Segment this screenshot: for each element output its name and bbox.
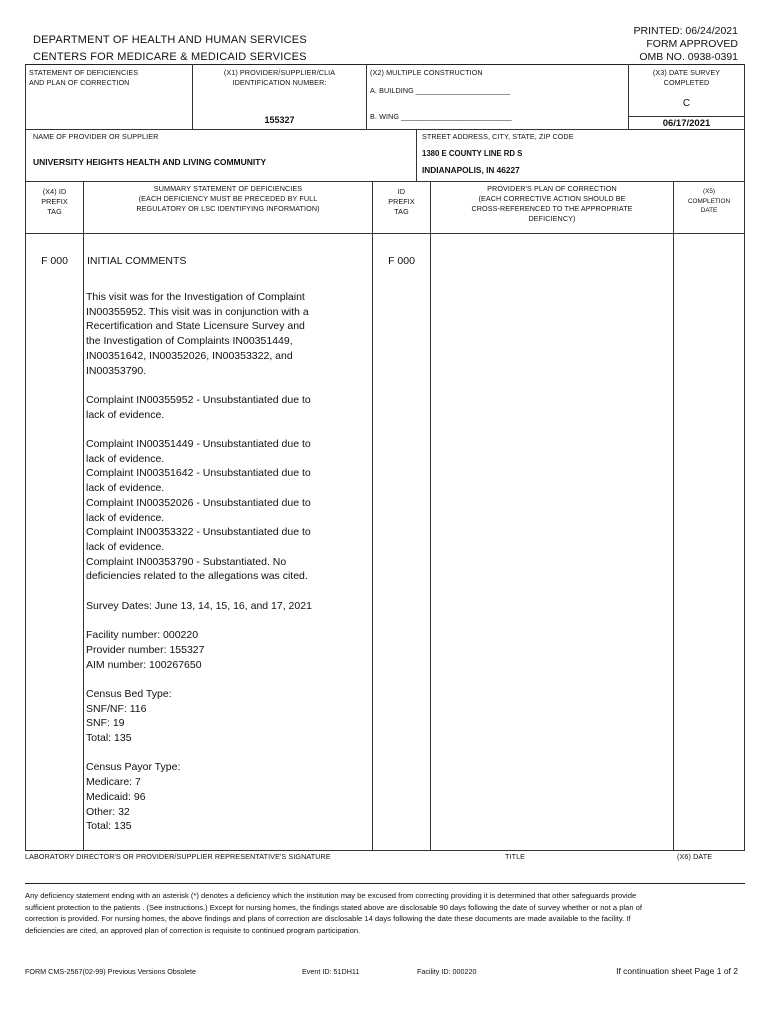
summary-header: SUMMARY STATEMENT OF DEFICIENCIES (EACH DEFICIENCY MUST BE PRECEDED BY FULL REGULATORY OR LSC IDENTIFYING INFORMATION)	[136, 184, 320, 213]
entry-right-tag: F 000	[388, 255, 415, 267]
x5-header: (X5) COMPLETION DATE	[687, 188, 731, 214]
rule-row1	[25, 129, 745, 130]
title-label: TITLE	[505, 852, 526, 861]
street-address: 1380 E COUNTY LINE RD S	[422, 149, 523, 158]
omb-number: OMB NO. 0938-0391	[639, 51, 738, 63]
border-left	[25, 64, 26, 850]
centers-title: CENTERS FOR MEDICARE & MEDICAID SERVICES	[33, 51, 307, 63]
printed-date: PRINTED: 06/24/2021	[633, 25, 738, 37]
paragraph-complaint-1: Complaint IN00355952 - Unsubstantiated due to lack of evidence.	[86, 393, 311, 421]
paragraph-survey-dates: Survey Dates: June 13, 14, 15, 16, and 17, 2021	[86, 599, 312, 612]
disclaimer-text: Any deficiency statement ending with an asterisk (*) denotes a deficiency which the institution may be excused from correcting providing it is determined that other safeguards provide sufficient protection to the patients . (See instructions.) Except for nursing homes, the findings stated above are disclosable 90 days following the date of survey whether or not a plan of correction is provided. For nursing homes, the above findings and plans of correction are disclosable 14 days following the date these documents are made available to the facility. If deficiencies are cited, an approved plan of correction is requisite to continued program participation.	[25, 891, 642, 935]
x3-label: (X3) DATE SURVEY COMPLETED	[652, 68, 721, 87]
statement-label: STATEMENT OF DEFICIENCIES AND PLAN OF CORRECTION	[29, 68, 139, 87]
paragraph-complaints: Complaint IN00351449 - Unsubstantiated due to lack of evidence. Complaint IN00351642 - Unsubstantiated due to lack of evidence. Complaint IN00352026 - Unsubstantiated due to lack of evidence. Complaint IN00353322 - Unsubstantiated due to lack of evidence. Complaint IN00353790 - Substantiated. No deficiencies related to the allegations was cited.	[86, 438, 311, 583]
address-label: STREET ADDRESS, CITY, STATE, ZIP CODE	[422, 132, 574, 141]
date-label: (X6) DATE	[677, 852, 713, 861]
provider-number: 155327	[264, 115, 295, 125]
entry-body	[86, 290, 370, 849]
city-state-zip: INDIANAPOLIS, IN 46227	[422, 165, 520, 175]
facility-id: Facility ID: 000220	[417, 967, 477, 976]
wing-field: B. WING ___________________________	[370, 112, 512, 121]
divider-summary	[372, 181, 373, 850]
form-approved: FORM APPROVED	[646, 38, 738, 50]
divider-x2	[366, 64, 367, 129]
entry-title: INITIAL COMMENTS	[87, 255, 187, 267]
rule-signature	[25, 850, 745, 851]
survey-code: C	[682, 98, 691, 109]
form-id: FORM CMS-2567(02-99) Previous Versions Obsolete	[25, 967, 196, 976]
divider-plan	[673, 181, 674, 850]
event-id: Event ID: 51DH11	[302, 967, 360, 976]
paragraph-visit: This visit was for the Investigation of Complaint IN00355952. This visit was in conjunction with a Recertification and State Licensure Survey and the Investigation of Complaints IN00351449, IN00351642, IN00352026, IN00353322, and IN00353790.	[86, 291, 309, 377]
plan-header: PROVIDER'S PLAN OF CORRECTION (EACH CORRECTIVE ACTION SHOULD BE CROSS-REFERENCED TO THE APPROPRIATE DEFICIENCY)	[471, 184, 633, 223]
signature-label: LABORATORY DIRECTOR'S OR PROVIDER/SUPPLIER REPRESENTATIVE'S SIGNATURE	[25, 852, 331, 861]
department-title: DEPARTMENT OF HEALTH AND HUMAN SERVICES	[33, 34, 307, 46]
building-field: A. BUILDING _______________________	[370, 86, 511, 95]
paragraph-census-payor: Census Payor Type: Medicare: 7 Medicaid: 96 Other: 32 Total: 135	[86, 761, 181, 833]
border-right	[744, 64, 745, 850]
survey-date: 06/17/2021	[662, 118, 711, 129]
id-header: ID PREFIX TAG	[388, 187, 415, 216]
entry-tag: F 000	[41, 255, 68, 267]
rule-row3	[25, 233, 745, 234]
rule-bottom	[25, 883, 745, 884]
top-rule	[25, 64, 745, 65]
x4-header: (X4) ID PREFIX TAG	[41, 187, 68, 216]
divider-prefix	[83, 181, 84, 850]
paragraph-numbers: Facility number: 000220 Provider number: 155327 AIM number: 100267650	[86, 629, 205, 671]
continuation-page: If continuation sheet Page 1 of 2	[616, 966, 738, 976]
provider-name: UNIVERSITY HEIGHTS HEALTH AND LIVING COMMUNITY	[33, 157, 267, 167]
x1-label: (X1) PROVIDER/SUPPLIER/CLIA IDENTIFICATION NUMBER:	[223, 68, 336, 87]
divider-address	[416, 129, 417, 181]
rule-row2	[25, 181, 745, 182]
x2-label: (X2) MULTIPLE CONSTRUCTION	[370, 68, 483, 77]
paragraph-census-bed: Census Bed Type: SNF/NF: 116 SNF: 19 Total: 135	[86, 687, 172, 745]
divider-id	[430, 181, 431, 850]
provider-name-label: NAME OF PROVIDER OR SUPPLIER	[33, 132, 159, 141]
date-underline	[628, 116, 744, 117]
